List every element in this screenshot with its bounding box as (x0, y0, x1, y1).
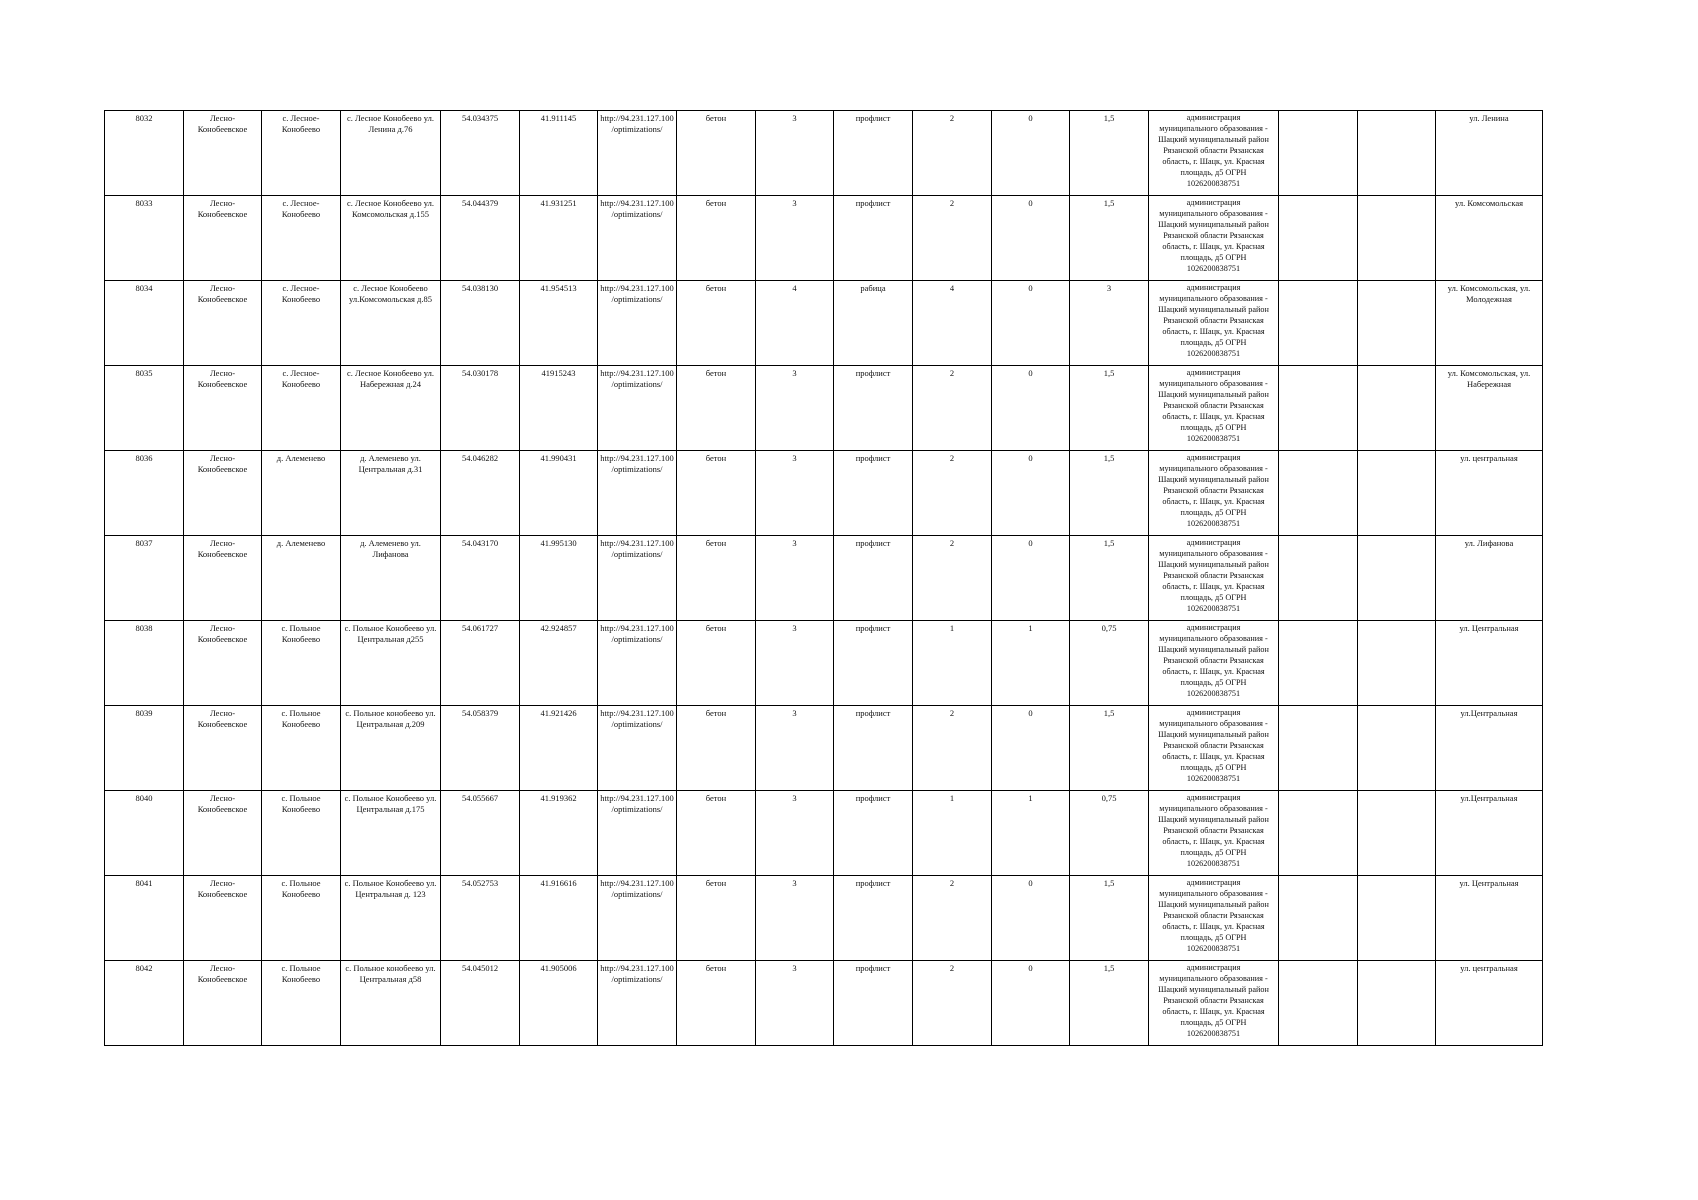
owner-text-line: администрация (1186, 368, 1241, 377)
empty-cell (1358, 961, 1436, 1046)
longitude-cell: 41.990431 (520, 451, 598, 536)
owner-text-line: область, г. Шацк, ул. Красная (1162, 752, 1265, 761)
fence-type-cell: профлист (834, 366, 913, 451)
owner-text-line: область, г. Шацк, ул. Красная (1162, 922, 1265, 931)
table-row (105, 536, 1543, 621)
owner-text-line: муниципального образования - (1159, 209, 1268, 218)
owner-text-line: администрация (1186, 453, 1241, 462)
surface-type-cell: бетон (677, 536, 756, 621)
owner-text-line: Шацкий муниципальный район (1158, 475, 1269, 484)
owner-text-line: муниципального образования - (1159, 889, 1268, 898)
latitude-cell: 54.046282 (441, 451, 520, 536)
owner-text-line: Шацкий муниципальный район (1158, 645, 1269, 654)
address-cell: с. Польное Конобеево ул. Центральная д255 (341, 621, 441, 706)
owner-text-line: муниципального образования - (1159, 464, 1268, 473)
latitude-cell: 54.034375 (441, 111, 520, 196)
owner-text-line: Рязанской области Рязанская (1163, 911, 1264, 920)
longitude-cell: 41.954513 (520, 281, 598, 366)
surface-type-cell: бетон (677, 196, 756, 281)
row-id-cell: 8042 (105, 961, 184, 1046)
owner-text-line: область, г. Шацк, ул. Красная (1162, 157, 1265, 166)
area-cell: 3 (756, 961, 834, 1046)
locality-cell: с. Лесное-Конобеево (262, 281, 341, 366)
table-row (105, 111, 1543, 196)
served-streets-cell: ул. Ленина (1436, 111, 1543, 196)
address-cell: с. Польное Конобеево ул. Центральная д.175 (341, 791, 441, 876)
owner-cell (1149, 791, 1279, 876)
map-link-cell: http://94.231.127.100/optimizations/ (598, 196, 677, 281)
settlement-cell: Лесно-Конобеевское (184, 281, 262, 366)
owner-text-line: муниципального образования - (1159, 294, 1268, 303)
area-cell: 3 (756, 621, 834, 706)
empty-cell (1358, 366, 1436, 451)
volume-cell: 1,5 (1070, 366, 1149, 451)
owner-text-line: муниципального образования - (1159, 549, 1268, 558)
owner-text-line: площадь, д5 ОГРН (1180, 848, 1247, 857)
served-streets-cell: ул.Центральная (1436, 791, 1543, 876)
owner-text-line: 1026200838751 (1186, 689, 1241, 698)
owner-text-line: Рязанской области Рязанская (1163, 486, 1264, 495)
owner-text-line: Шацкий муниципальный район (1158, 220, 1269, 229)
owner-text-line: 1026200838751 (1186, 604, 1241, 613)
owner-cell (1149, 621, 1279, 706)
longitude-cell: 41.921426 (520, 706, 598, 791)
surface-type-cell: бетон (677, 451, 756, 536)
locality-cell: д. Алеменево (262, 451, 341, 536)
owner-text-line: Рязанской области Рязанская (1163, 146, 1264, 155)
longitude-cell: 41.995130 (520, 536, 598, 621)
empty-cell (1279, 366, 1358, 451)
area-cell: 3 (756, 876, 834, 961)
container-count-cell: 2 (913, 111, 992, 196)
owner-cell (1149, 961, 1279, 1046)
owner-text-line: Шацкий муниципальный район (1158, 135, 1269, 144)
fence-type-cell: профлист (834, 536, 913, 621)
map-link-cell: http://94.231.127.100/optimizations/ (598, 366, 677, 451)
surface-type-cell: бетон (677, 706, 756, 791)
empty-cell (1358, 621, 1436, 706)
empty-cell (1279, 621, 1358, 706)
owner-cell (1149, 366, 1279, 451)
registry-table (104, 110, 1543, 1046)
served-streets-cell: ул. Центральная (1436, 876, 1543, 961)
owner-cell (1149, 876, 1279, 961)
map-link-cell: http://94.231.127.100/optimizations/ (598, 791, 677, 876)
longitude-cell: 41.931251 (520, 196, 598, 281)
owner-text-line: муниципального образования - (1159, 719, 1268, 728)
address-cell: д. Алеменево ул. Лифанова (341, 536, 441, 621)
owner-cell (1149, 451, 1279, 536)
surface-type-cell: бетон (677, 876, 756, 961)
owner-cell (1149, 706, 1279, 791)
area-cell: 3 (756, 536, 834, 621)
owner-text-line: площадь, д5 ОГРН (1180, 678, 1247, 687)
latitude-cell: 54.038130 (441, 281, 520, 366)
empty-cell (1358, 281, 1436, 366)
empty-cell (1358, 451, 1436, 536)
owner-text-line: 1026200838751 (1186, 859, 1241, 868)
empty-cell (1279, 706, 1358, 791)
row-id-cell: 8041 (105, 876, 184, 961)
locality-cell: с. Лесное-Конобеево (262, 196, 341, 281)
map-link-cell: http://94.231.127.100/optimizations/ (598, 111, 677, 196)
locality-cell: с. Лесное-Конобеево (262, 366, 341, 451)
owner-text-line: Рязанской области Рязанская (1163, 316, 1264, 325)
owner-text-line: администрация (1186, 793, 1241, 802)
owner-text-line: администрация (1186, 623, 1241, 632)
owner-text-line: Шацкий муниципальный район (1158, 560, 1269, 569)
surface-type-cell: бетон (677, 111, 756, 196)
map-link-cell: http://94.231.127.100/optimizations/ (598, 706, 677, 791)
settlement-cell: Лесно-Конобеевское (184, 366, 262, 451)
surface-type-cell: бетон (677, 366, 756, 451)
empty-cell (1279, 451, 1358, 536)
owner-text-line: площадь, д5 ОГРН (1180, 168, 1247, 177)
table-row (105, 791, 1543, 876)
owner-text-line: площадь, д5 ОГРН (1180, 593, 1247, 602)
settlement-cell: Лесно-Конобеевское (184, 706, 262, 791)
bunker-count-cell: 1 (992, 791, 1070, 876)
row-id-cell: 8039 (105, 706, 184, 791)
settlement-cell: Лесно-Конобеевское (184, 111, 262, 196)
bunker-count-cell: 0 (992, 196, 1070, 281)
latitude-cell: 54.055667 (441, 791, 520, 876)
locality-cell: с. Польное Конобеево (262, 791, 341, 876)
owner-text-line: Шацкий муниципальный район (1158, 390, 1269, 399)
owner-text-line: Рязанской области Рязанская (1163, 826, 1264, 835)
owner-text-line: площадь, д5 ОГРН (1180, 423, 1247, 432)
container-count-cell: 2 (913, 961, 992, 1046)
container-count-cell: 2 (913, 196, 992, 281)
longitude-cell: 41.919362 (520, 791, 598, 876)
volume-cell: 1,5 (1070, 876, 1149, 961)
latitude-cell: 54.030178 (441, 366, 520, 451)
row-id-cell: 8036 (105, 451, 184, 536)
map-link-cell: http://94.231.127.100/optimizations/ (598, 281, 677, 366)
container-count-cell: 2 (913, 876, 992, 961)
container-count-cell: 4 (913, 281, 992, 366)
bunker-count-cell: 0 (992, 281, 1070, 366)
volume-cell: 0,75 (1070, 621, 1149, 706)
owner-text-line: 1026200838751 (1186, 179, 1241, 188)
area-cell: 3 (756, 111, 834, 196)
owner-cell (1149, 281, 1279, 366)
container-count-cell: 1 (913, 791, 992, 876)
owner-text-line: 1026200838751 (1186, 1029, 1241, 1038)
volume-cell: 3 (1070, 281, 1149, 366)
address-cell: с. Лесное Конобеево ул.Комсомольская д.85 (341, 281, 441, 366)
owner-text-line: площадь, д5 ОГРН (1180, 338, 1247, 347)
address-cell: с. Лесное Конобеево ул. Набережная д.24 (341, 366, 441, 451)
owner-cell (1149, 196, 1279, 281)
owner-text-line: площадь, д5 ОГРН (1180, 1018, 1247, 1027)
latitude-cell: 54.043170 (441, 536, 520, 621)
longitude-cell: 41.916616 (520, 876, 598, 961)
owner-text-line: администрация (1186, 878, 1241, 887)
locality-cell: с. Польное Конобеево (262, 961, 341, 1046)
latitude-cell: 54.061727 (441, 621, 520, 706)
fence-type-cell: профлист (834, 876, 913, 961)
table-row (105, 451, 1543, 536)
owner-text-line: администрация (1186, 708, 1241, 717)
owner-text-line: Шацкий муниципальный район (1158, 730, 1269, 739)
owner-cell (1149, 536, 1279, 621)
address-cell: с. Лесное Конобеево ул. Ленина д.76 (341, 111, 441, 196)
owner-text-line: Рязанской области Рязанская (1163, 231, 1264, 240)
volume-cell: 1,5 (1070, 451, 1149, 536)
fence-type-cell: профлист (834, 706, 913, 791)
empty-cell (1279, 196, 1358, 281)
surface-type-cell: бетон (677, 791, 756, 876)
area-cell: 3 (756, 366, 834, 451)
empty-cell (1358, 196, 1436, 281)
longitude-cell: 42.924857 (520, 621, 598, 706)
bunker-count-cell: 0 (992, 536, 1070, 621)
bunker-count-cell: 0 (992, 876, 1070, 961)
owner-text-line: Рязанской области Рязанская (1163, 741, 1264, 750)
latitude-cell: 54.052753 (441, 876, 520, 961)
table-row (105, 961, 1543, 1046)
table-row (105, 706, 1543, 791)
table-row (105, 621, 1543, 706)
owner-text-line: 1026200838751 (1186, 774, 1241, 783)
owner-text-line: муниципального образования - (1159, 634, 1268, 643)
map-link-cell: http://94.231.127.100/optimizations/ (598, 621, 677, 706)
owner-text-line: площадь, д5 ОГРН (1180, 933, 1247, 942)
latitude-cell: 54.045012 (441, 961, 520, 1046)
owner-text-line: область, г. Шацк, ул. Красная (1162, 837, 1265, 846)
owner-text-line: администрация (1186, 198, 1241, 207)
owner-text-line: Шацкий муниципальный район (1158, 900, 1269, 909)
map-link-cell: http://94.231.127.100/optimizations/ (598, 961, 677, 1046)
fence-type-cell: профлист (834, 791, 913, 876)
empty-cell (1279, 791, 1358, 876)
longitude-cell: 41.905006 (520, 961, 598, 1046)
longitude-cell: 41.911145 (520, 111, 598, 196)
container-count-cell: 2 (913, 706, 992, 791)
bunker-count-cell: 0 (992, 111, 1070, 196)
settlement-cell: Лесно-Конобеевское (184, 536, 262, 621)
table-row (105, 196, 1543, 281)
settlement-cell: Лесно-Конобеевское (184, 621, 262, 706)
bunker-count-cell: 0 (992, 961, 1070, 1046)
row-id-cell: 8040 (105, 791, 184, 876)
owner-text-line: площадь, д5 ОГРН (1180, 253, 1247, 262)
row-id-cell: 8035 (105, 366, 184, 451)
address-cell: с. Польное конобеево ул. Центральная д.209 (341, 706, 441, 791)
table-row (105, 281, 1543, 366)
owner-text-line: 1026200838751 (1186, 434, 1241, 443)
row-id-cell: 8038 (105, 621, 184, 706)
area-cell: 3 (756, 706, 834, 791)
owner-text-line: администрация (1186, 113, 1241, 122)
owner-text-line: муниципального образования - (1159, 124, 1268, 133)
owner-text-line: 1026200838751 (1186, 349, 1241, 358)
surface-type-cell: бетон (677, 961, 756, 1046)
owner-text-line: область, г. Шацк, ул. Красная (1162, 582, 1265, 591)
bunker-count-cell: 0 (992, 451, 1070, 536)
empty-cell (1358, 791, 1436, 876)
empty-cell (1358, 876, 1436, 961)
settlement-cell: Лесно-Конобеевское (184, 196, 262, 281)
address-cell: с. Лесное Конобеево ул. Комсомольская д.155 (341, 196, 441, 281)
owner-text-line: область, г. Шацк, ул. Красная (1162, 667, 1265, 676)
area-cell: 3 (756, 791, 834, 876)
owner-text-line: Рязанской области Рязанская (1163, 401, 1264, 410)
fence-type-cell: рабица (834, 281, 913, 366)
fence-type-cell: профлист (834, 451, 913, 536)
owner-text-line: 1026200838751 (1186, 944, 1241, 953)
surface-type-cell: бетон (677, 621, 756, 706)
owner-text-line: администрация (1186, 283, 1241, 292)
owner-text-line: Шацкий муниципальный район (1158, 985, 1269, 994)
owner-text-line: область, г. Шацк, ул. Красная (1162, 1007, 1265, 1016)
owner-text-line: область, г. Шацк, ул. Красная (1162, 242, 1265, 251)
volume-cell: 0,75 (1070, 791, 1149, 876)
owner-text-line: область, г. Шацк, ул. Красная (1162, 327, 1265, 336)
bunker-count-cell: 0 (992, 366, 1070, 451)
settlement-cell: Лесно-Конобеевское (184, 791, 262, 876)
owner-text-line: администрация (1186, 538, 1241, 547)
volume-cell: 1,5 (1070, 536, 1149, 621)
address-cell: с. Польное конобеево ул. Центральная д58 (341, 961, 441, 1046)
container-count-cell: 2 (913, 451, 992, 536)
settlement-cell: Лесно-Конобеевское (184, 451, 262, 536)
owner-text-line: администрация (1186, 963, 1241, 972)
owner-text-line: муниципального образования - (1159, 974, 1268, 983)
owner-text-line: площадь, д5 ОГРН (1180, 763, 1247, 772)
settlement-cell: Лесно-Конобеевское (184, 876, 262, 961)
owner-text-line: площадь, д5 ОГРН (1180, 508, 1247, 517)
empty-cell (1279, 536, 1358, 621)
owner-text-line: область, г. Шацк, ул. Красная (1162, 497, 1265, 506)
container-count-cell: 2 (913, 536, 992, 621)
latitude-cell: 54.044379 (441, 196, 520, 281)
container-count-cell: 1 (913, 621, 992, 706)
address-cell: д. Алеменево ул. Центральная д.31 (341, 451, 441, 536)
settlement-cell: Лесно-Конобеевское (184, 961, 262, 1046)
served-streets-cell: ул. центральная (1436, 961, 1543, 1046)
locality-cell: с. Польное Конобеево (262, 706, 341, 791)
empty-cell (1358, 706, 1436, 791)
map-link-cell: http://94.231.127.100/optimizations/ (598, 451, 677, 536)
empty-cell (1279, 111, 1358, 196)
map-link-cell: http://94.231.127.100/optimizations/ (598, 876, 677, 961)
owner-text-line: 1026200838751 (1186, 264, 1241, 273)
locality-cell: с. Польное Конобеево (262, 876, 341, 961)
owner-text-line: 1026200838751 (1186, 519, 1241, 528)
empty-cell (1358, 536, 1436, 621)
owner-cell (1149, 111, 1279, 196)
owner-text-line: Шацкий муниципальный район (1158, 305, 1269, 314)
owner-text-line: Рязанской области Рязанская (1163, 996, 1264, 1005)
empty-cell (1279, 281, 1358, 366)
address-cell: с. Польное Конобеево ул. Центральная д. 123 (341, 876, 441, 961)
empty-cell (1358, 111, 1436, 196)
owner-text-line: область, г. Шацк, ул. Красная (1162, 412, 1265, 421)
container-count-cell: 2 (913, 366, 992, 451)
area-cell: 3 (756, 196, 834, 281)
fence-type-cell: профлист (834, 621, 913, 706)
served-streets-cell: ул. центральная (1436, 451, 1543, 536)
latitude-cell: 54.058379 (441, 706, 520, 791)
owner-text-line: муниципального образования - (1159, 379, 1268, 388)
empty-cell (1279, 961, 1358, 1046)
owner-text-line: Рязанской области Рязанская (1163, 571, 1264, 580)
fence-type-cell: профлист (834, 961, 913, 1046)
locality-cell: с. Лесное-Конобеево (262, 111, 341, 196)
volume-cell: 1,5 (1070, 196, 1149, 281)
served-streets-cell: ул.Центральная (1436, 706, 1543, 791)
served-streets-cell: ул. Комсомольская, ул. Молодежная (1436, 281, 1543, 366)
longitude-cell: 41915243 (520, 366, 598, 451)
owner-text-line: Рязанской области Рязанская (1163, 656, 1264, 665)
table-row (105, 366, 1543, 451)
area-cell: 4 (756, 281, 834, 366)
served-streets-cell: ул. Комсомольская (1436, 196, 1543, 281)
volume-cell: 1,5 (1070, 961, 1149, 1046)
fence-type-cell: профлист (834, 111, 913, 196)
area-cell: 3 (756, 451, 834, 536)
row-id-cell: 8034 (105, 281, 184, 366)
served-streets-cell: ул. Центральная (1436, 621, 1543, 706)
row-id-cell: 8033 (105, 196, 184, 281)
bunker-count-cell: 1 (992, 621, 1070, 706)
owner-text-line: Шацкий муниципальный район (1158, 815, 1269, 824)
locality-cell: д. Алеменево (262, 536, 341, 621)
bunker-count-cell: 0 (992, 706, 1070, 791)
table-row (105, 876, 1543, 961)
volume-cell: 1,5 (1070, 111, 1149, 196)
locality-cell: с. Польное Конобеево (262, 621, 341, 706)
volume-cell: 1,5 (1070, 706, 1149, 791)
map-link-cell: http://94.231.127.100/optimizations/ (598, 536, 677, 621)
fence-type-cell: профлист (834, 196, 913, 281)
row-id-cell: 8037 (105, 536, 184, 621)
served-streets-cell: ул. Лифанова (1436, 536, 1543, 621)
served-streets-cell: ул. Комсомольская, ул. Набережная (1436, 366, 1543, 451)
empty-cell (1279, 876, 1358, 961)
owner-text-line: муниципального образования - (1159, 804, 1268, 813)
row-id-cell: 8032 (105, 111, 184, 196)
surface-type-cell: бетон (677, 281, 756, 366)
